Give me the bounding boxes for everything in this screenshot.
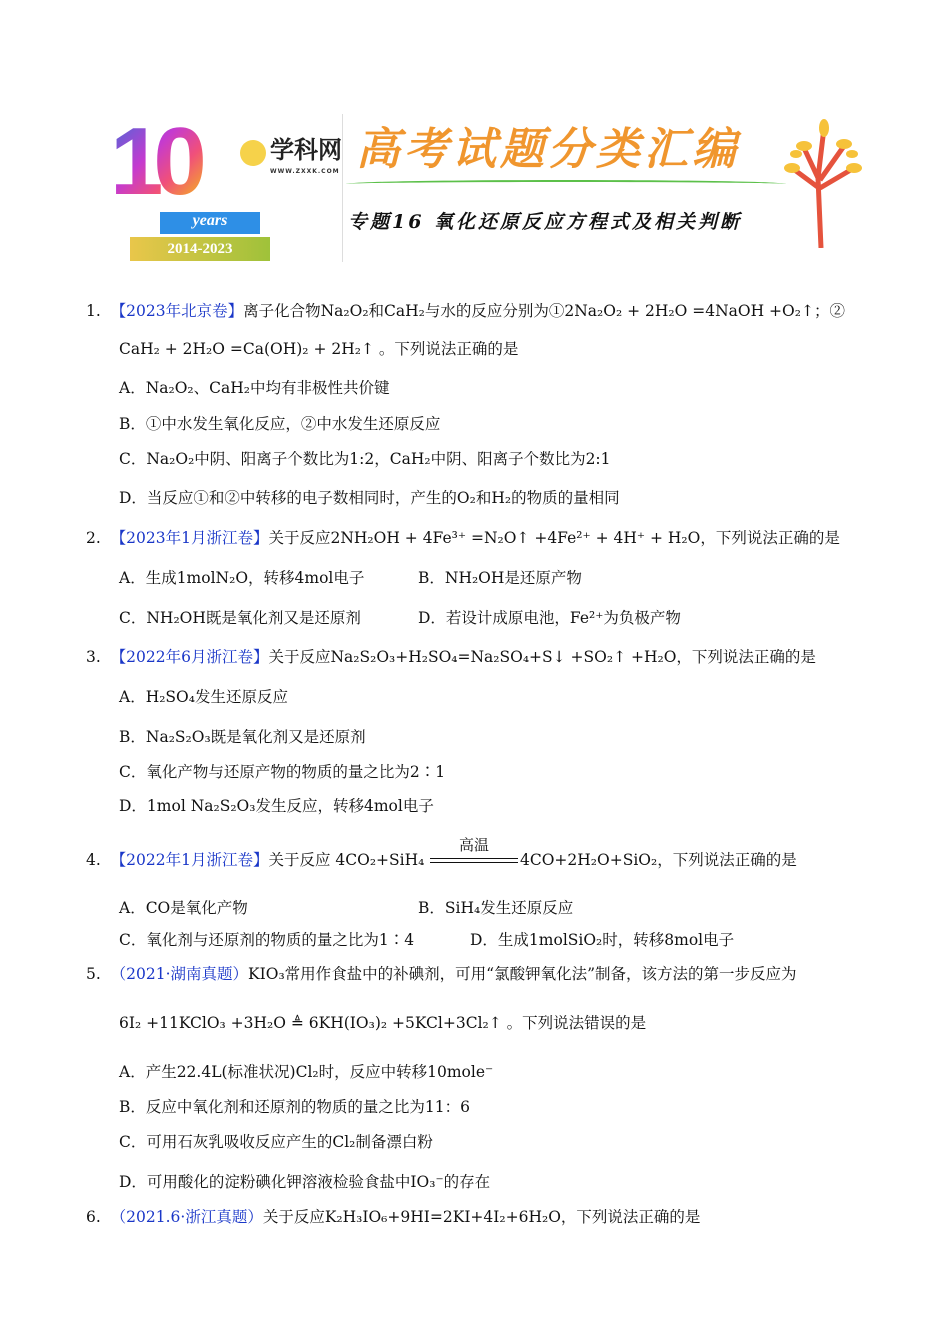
reaction-arrow-icon — [430, 858, 518, 863]
years-ribbon: years — [160, 212, 260, 234]
option-b: B．反应中氧化剂和还原剂的物质的量之比为11：6 — [119, 1098, 470, 1116]
question-stem-continued: CaH₂ + 2H₂O =Ca(OH)₂ + 2H₂↑ 。下列说法正确的是 — [119, 340, 519, 358]
question-stem-continued: 6I₂ +11KClO₃ +3H₂O ≜ 6KH(IO₃)₂ +5KCl+3Cl₂↑ 。下列说法错误的是 — [119, 1014, 647, 1032]
anniversary-logo: 10 — [110, 114, 240, 210]
option-b: B．①中水发生氧化反应，②中水发生还原反应 — [119, 415, 441, 433]
question-stem: 关于反应2NH₂OH + 4Fe³⁺ =N₂O↑ +4Fe²⁺ + 4H⁺ + H₂O，下列说法正确的是 — [268, 529, 840, 547]
option-b: B．NH₂OH是还原产物 — [418, 569, 582, 587]
question-3 — [86, 647, 816, 667]
option-d: D．若设计成原电池，Fe²⁺为负极产物 — [418, 609, 681, 627]
owl-mascot-icon — [240, 140, 266, 166]
question-stem: 离子化合物Na₂O₂和CaH₂与水的反应分别为①2Na₂O₂ + 2H₂O =4NaOH +O₂↑；② — [243, 302, 845, 320]
option-a: A．H₂SO₄发生还原反应 — [119, 688, 288, 706]
header-banner — [100, 114, 870, 264]
question-number: 6. — [86, 1208, 101, 1226]
year-range-ribbon: 2014-2023 — [130, 237, 270, 261]
source-tag: 【2023年北京卷】 — [110, 302, 244, 320]
source-tag: 【2022年6月浙江卷】 — [110, 648, 269, 666]
pencil-tree-icon — [784, 118, 864, 248]
option-b: B．Na₂S₂O₃既是氧化剂又是还原剂 — [119, 728, 366, 746]
topic-subtitle: 专题16 氧化还原反应方程式及相关判断 — [348, 211, 743, 233]
reaction-condition: 高温 — [458, 836, 489, 854]
question-stem: 关于反应K₂H₃IO₆+9HI=2KI+4I₂+6H₂O，下列说法正确的是 — [262, 1208, 701, 1226]
question-5 — [86, 964, 797, 984]
question-stem-continued: 4CO+2H₂O+SiO₂，下列说法正确的是 — [520, 851, 797, 869]
brand-url: WWW.ZXXK.COM — [270, 168, 340, 175]
brand-name: 学科网 — [270, 136, 342, 164]
question-number: 3. — [86, 648, 101, 666]
option-c: C．Na₂O₂中阴、阳离子个数比为1:2，CaH₂中阴、阳离子个数比为2:1 — [119, 450, 611, 468]
option-a: A．Na₂O₂、CaH₂中均有非极性共价键 — [119, 379, 390, 397]
option-a: A．产生22.4L(标准状况)Cl₂时，反应中转移10mole⁻ — [119, 1063, 494, 1081]
option-d: D．可用酸化的淀粉碘化钾溶液检验食盐中IO₃⁻的存在 — [119, 1173, 491, 1191]
question-4 — [86, 850, 424, 870]
question-number: 2. — [86, 529, 101, 547]
option-d: D．1mol Na₂S₂O₃发生反应，转移4mol电子 — [119, 797, 434, 815]
banner-title: 高考试题分类汇编 — [356, 124, 740, 175]
question-number: 5. — [86, 965, 101, 983]
question-stem: 关于反应 4CO₂+SiH₄ — [268, 851, 425, 869]
source-tag: 【2022年1月浙江卷】 — [110, 851, 269, 869]
option-a: A．CO是氧化产物 — [119, 899, 248, 917]
divider — [342, 114, 343, 262]
question-2 — [86, 528, 840, 548]
option-c: C．NH₂OH既是氧化剂又是还原剂 — [119, 609, 361, 627]
source-tag: （2021.6·浙江真题） — [110, 1208, 263, 1226]
question-1 — [86, 301, 845, 321]
option-b: B．SiH₄发生还原反应 — [418, 899, 574, 917]
source-tag: （2021·湖南真题） — [110, 965, 249, 983]
option-c: C．氧化产物与还原产物的物质的量之比为2∶1 — [119, 763, 446, 781]
option-a: A．生成1molN₂O，转移4mol电子 — [119, 569, 365, 587]
option-c: C．氧化剂与还原剂的物质的量之比为1∶4 — [119, 931, 415, 949]
option-c: C．可用石灰乳吸收反应产生的Cl₂制备漂白粉 — [119, 1133, 433, 1151]
vine-decoration — [346, 180, 786, 188]
option-d: D．当反应①和②中转移的电子数相同时，产生的O₂和H₂的物质的量相同 — [119, 489, 620, 507]
question-number: 4. — [86, 851, 101, 869]
question-6 — [86, 1207, 700, 1227]
question-number: 1. — [86, 302, 101, 320]
option-d: D．生成1molSiO₂时，转移8mol电子 — [470, 931, 735, 949]
question-stem: 关于反应Na₂S₂O₃+H₂SO₄=Na₂SO₄+S↓ +SO₂↑ +H₂O，下列说法正确的是 — [268, 648, 816, 666]
question-stem: KIO₃常用作食盐中的补碘剂，可用“氯酸钾氧化法”制备，该方法的第一步反应为 — [248, 965, 797, 983]
source-tag: 【2023年1月浙江卷】 — [110, 529, 269, 547]
